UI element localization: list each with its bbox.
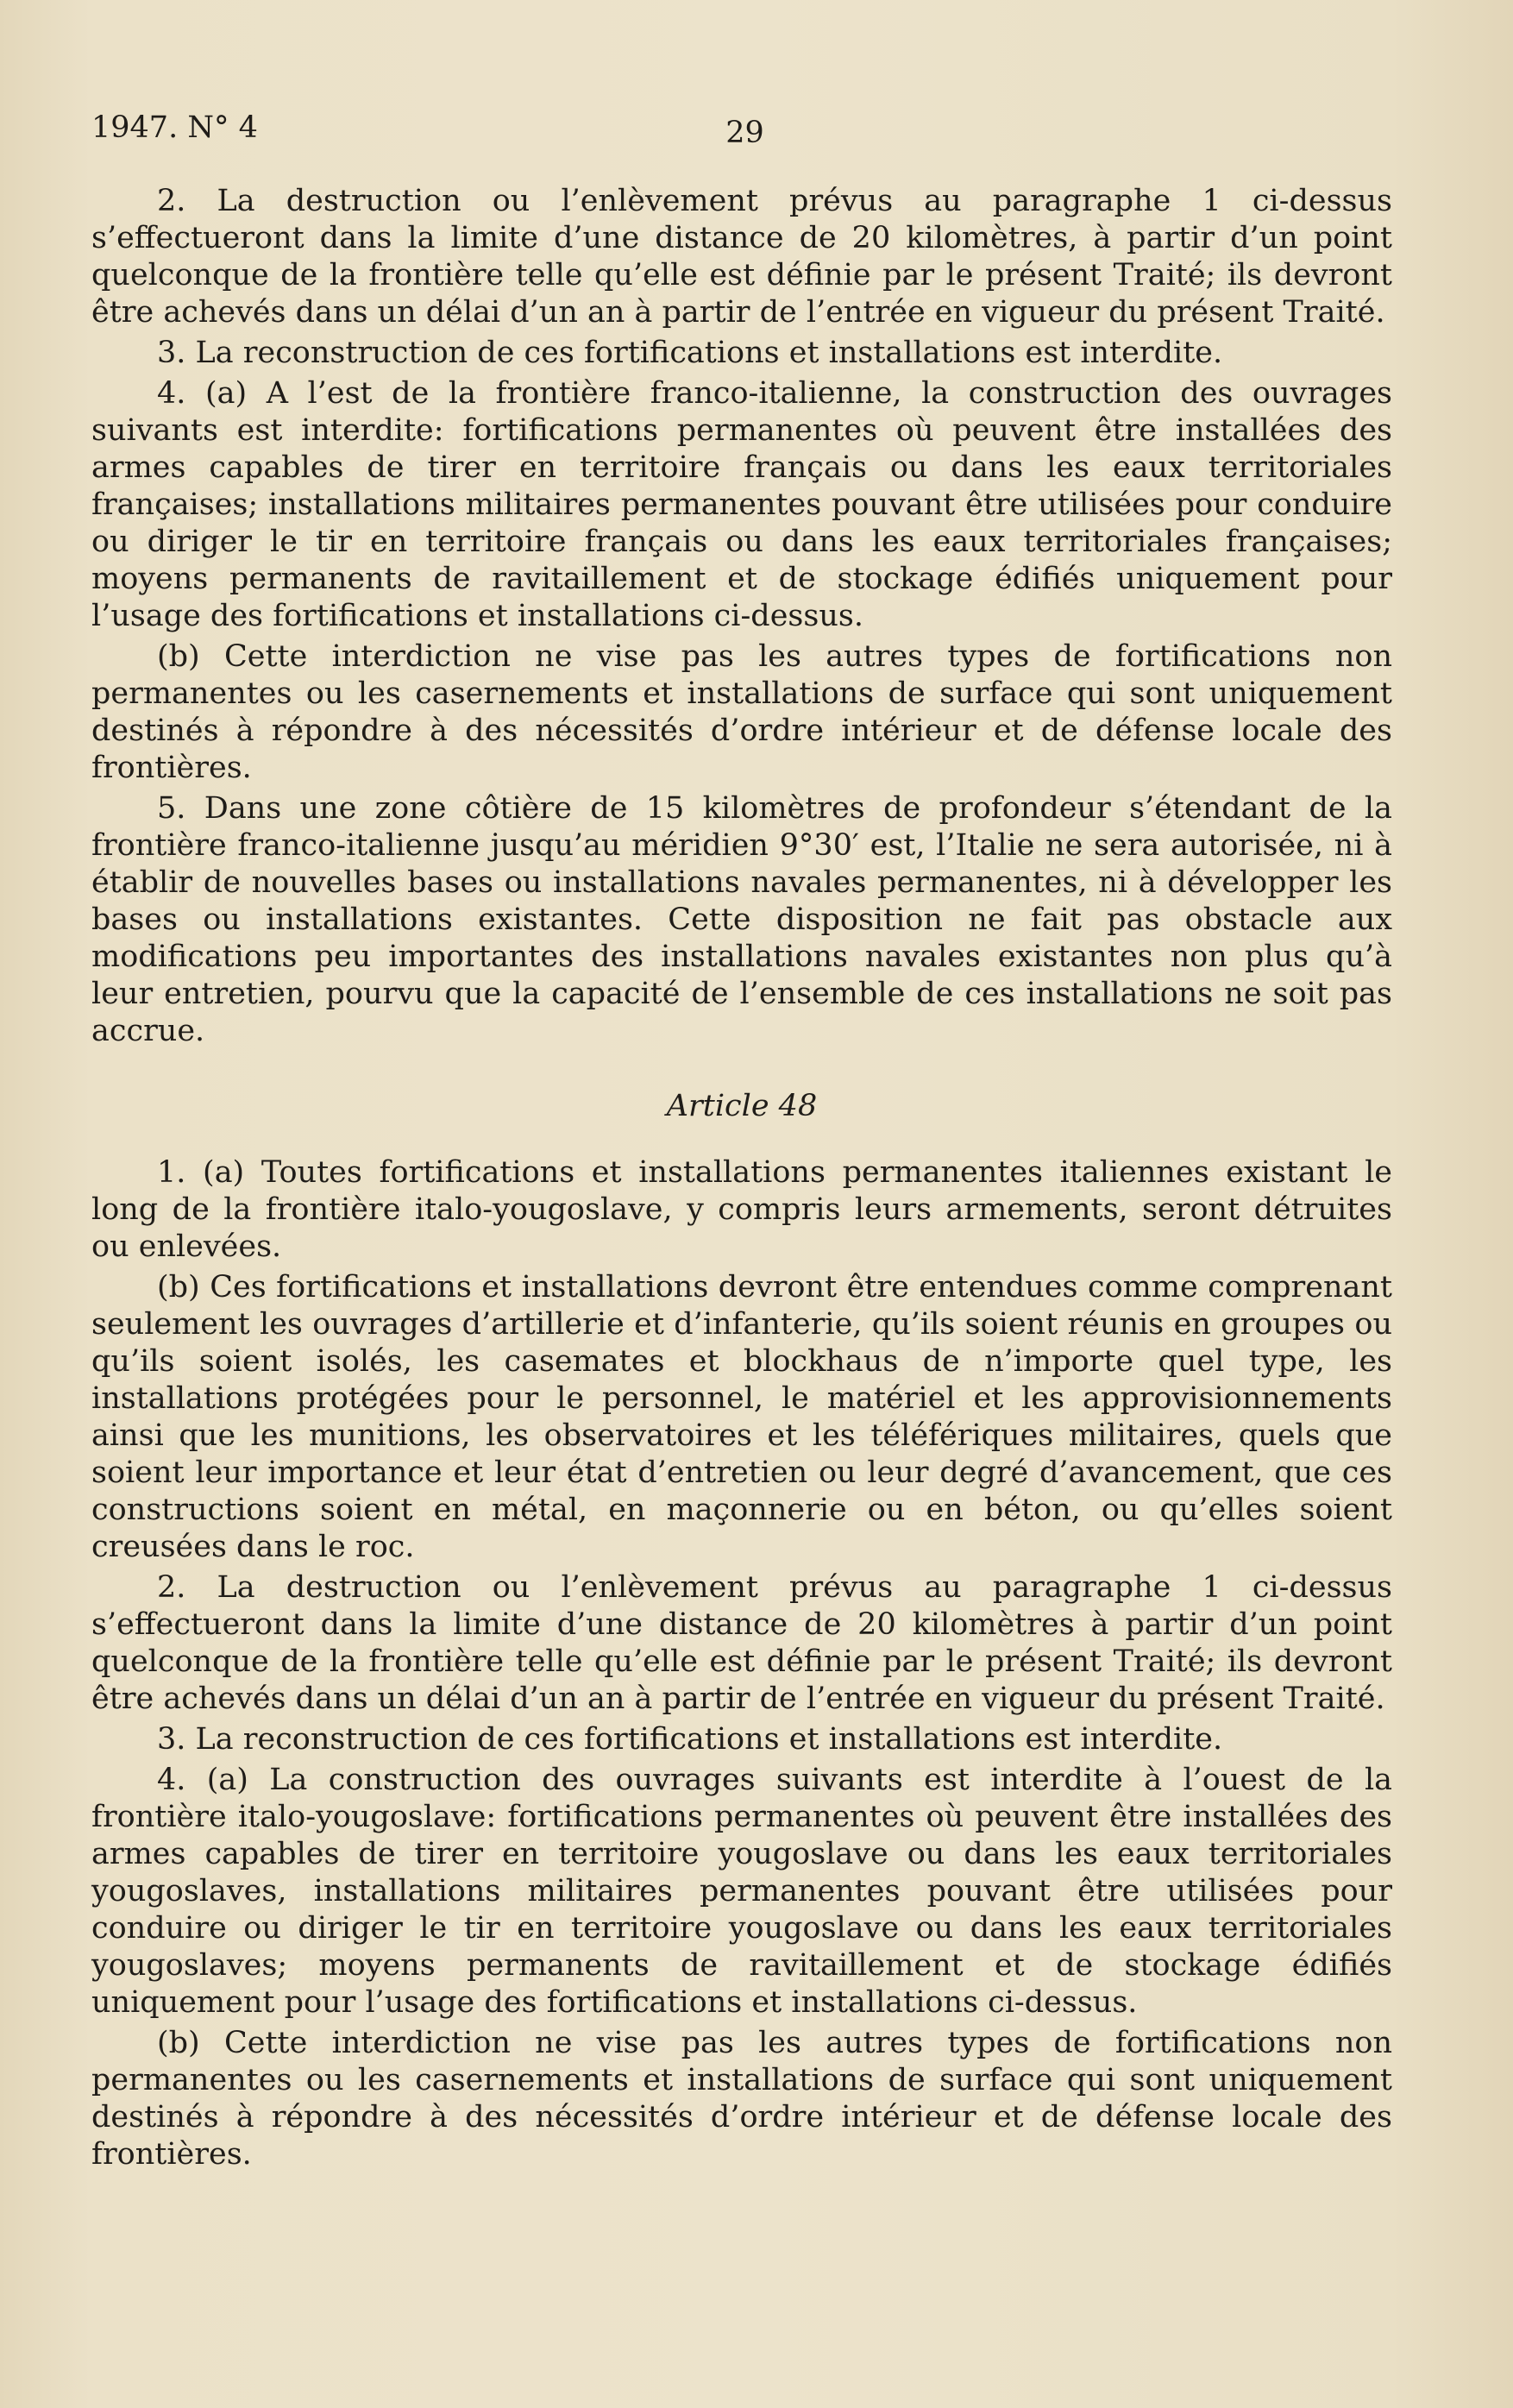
paragraph: (b) Cette interdiction ne vise pas les autres types de fortifications non permanentes ou les casernements et installations de surface qui sont uniquement destinés à répondre à des nécessités d’ordre intérieur et de défense locale des frontières. — [91, 639, 1392, 785]
article-paragraph: 4. (a) La construction des ouvrages suivants est interdite à l’ouest de la frontière italo-yougoslave: fortifications permanentes où peuvent être installées des armes capables de tirer en territoire yougoslave ou dans les eaux territoriales yougoslaves, installations militaires permanentes pouvant être utilisées pour conduire ou diriger le tir en territoire yougoslave ou dans les eaux territoriales yougoslaves; moyens permanents de ravitaillement et de stockage édifiés uniquement pour l’usage des fortifications et installations ci-dessus. — [91, 1763, 1392, 2020]
article-paragraph: 2. La destruction ou l’enlèvement prévus au paragraphe 1 ci-dessus s’effectueront dans la limite d’une distance de 20 kilomètres à partir d’un point quelconque de la frontière telle qu’elle est définie par le présent Traité; ils devront être achevés dans un délai d’un an à partir de l’entrée en vigueur du présent Traité. — [91, 1570, 1392, 1716]
running-head — [91, 110, 1398, 148]
page-number: 29 — [725, 116, 764, 150]
body-text — [91, 183, 1392, 2177]
paragraph: 5. Dans une zone côtière de 15 kilomètres de profondeur s’étendant de la frontière franco-italienne jusqu’au méridien 9°30′ est, l’Italie ne sera autorisée, ni à établir de nouvelles bases ou installations navales permanentes, ni à développer les bases ou installations existantes. Cette disposition ne fait pas obstacle aux modifications peu importantes des installations navales existantes non plus qu’à leur entretien, pourvu que la capacité de l’ensemble de ces installations ne soit pas accrue. — [91, 791, 1392, 1048]
article-heading: Article 48 — [666, 1089, 818, 1123]
article-paragraph: (b) Cette interdiction ne vise pas les autres types de fortifications non permanentes ou les casernements et installations de surface qui sont uniquement destinés à répondre à des nécessités d’ordre intérieur et de défense locale des frontières. — [91, 2026, 1392, 2172]
paragraph: 3. La reconstruction de ces fortifications et installations est interdite. — [157, 336, 1223, 370]
paragraph: 2. La destruction ou l’enlèvement prévus au paragraphe 1 ci-dessus s’effectueront dans la limite d’une distance de 20 kilomètres, à partir d’un point quelconque de la frontière telle qu’elle est définie par le présent Traité; ils devront être achevés dans un délai d’un an à partir de l’entrée en vigueur du présent Traité. — [91, 184, 1392, 330]
article-paragraph: 3. La reconstruction de ces fortifications et installations est interdite. — [157, 1722, 1223, 1757]
article-paragraph: 1. (a) Toutes fortifications et installations permanentes italiennes existant le long de la frontière italo-yougoslave, y compris leurs armements, seront détruites ou enlevées. — [91, 1155, 1392, 1264]
article-paragraph: (b) Ces fortifications et installations devront être entendues comme comprenant seulement les ouvrages d’artillerie et d’infanterie, qu’ils soient réunis en groupes ou qu’ils soient isolés, les casemates et blockhaus de n’importe quel type, les installations protégées pour le personnel, le matériel et les approvisionnements ainsi que les munitions, les observatoires et les téléfériques militaires, quels que soient leur importance et leur état d’entretien ou leur degré d’avancement, que ces constructions soient en métal, en maçonnerie ou en béton, ou qu’elles soient creusées dans le roc. — [91, 1270, 1392, 1564]
paragraph: 4. (a) A l’est de la frontière franco-italienne, la construction des ouvrages suivants est interdite: fortifications permanentes où peuvent être installées des armes capables de tirer en territoire français ou dans les eaux territoriales françaises; installations militaires permanentes pouvant être utilisées pour conduire ou diriger le tir en territoire français ou dans les eaux territoriales françaises; moyens permanents de ravitaillement et de stockage édifiés uniquement pour l’usage des fortifications et installations ci-dessus. — [91, 376, 1392, 633]
treaty-reference: 1947. N° 4 — [91, 110, 258, 145]
